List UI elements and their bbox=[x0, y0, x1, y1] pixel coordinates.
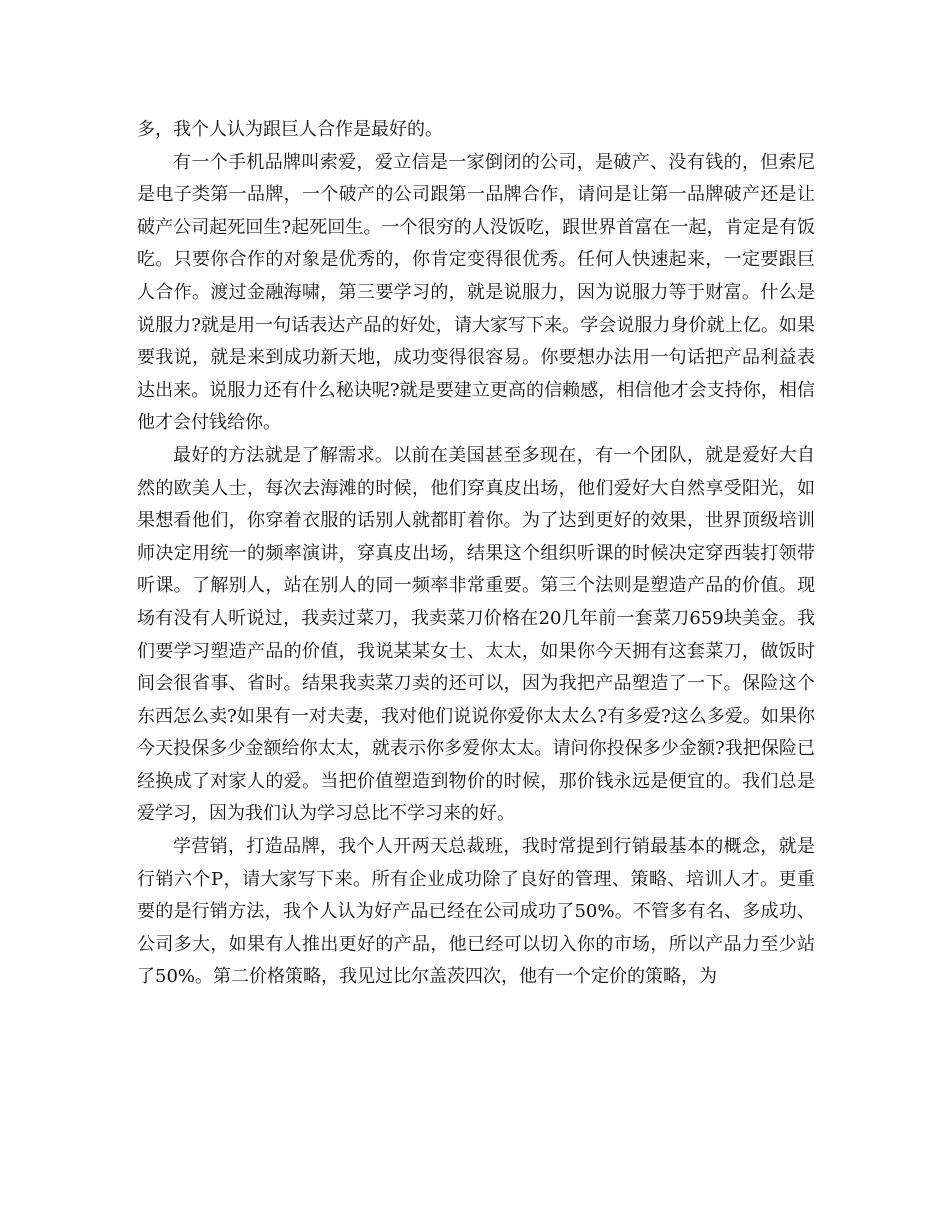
paragraph-3: 最好的方法就是了解需求。以前在美国甚至多现在，有一个团队，就是爱好大自然的欧美人士，每次去海滩的时候，他们穿真皮出场，他们爱好大自然享受阳光，如果想看他们，你穿着衣服的话别人就都盯着你。为了达到更好的效果，世界顶级培训师决定用统一的频率演讲，穿真皮出场，结果这个组织听课的时候决定穿西装打领带听课。了解别人，站在别人的同一频率非常重要。第三个法则是塑造产品的价值。现场有没有人听说过，我卖过菜刀，我卖菜刀价格在20几年前一套菜刀659块美金。我们要学习塑造产品的价值，我说某某女士、太太，如果你今天拥有这套菜刀，做饭时间会很省事、省时。结果我卖菜刀卖的还可以，因为我把产品塑造了一下。保险这个东西怎么卖?如果有一对夫妻，我对他们说说你爱你太太么?有多爱?这么多爱。如果你今天投保多少金额给你太太，就表示你多爱你太太。请问你投保多少金额?我把保险已经换成了对家人的爱。当把价值塑造到物价的时候，那价钱永远是便宜的。我们总是爱学习，因为我们认为学习总比不学习来的好。 bbox=[137, 444, 815, 825]
document-body bbox=[137, 114, 815, 994]
paragraph-4: 学营销，打造品牌，我个人开两天总裁班，我时常提到行销最基本的概念，就是行销六个P，请大家写下来。所有企业成功除了良好的管理、策略、培训人才。更重要的是行销方法，我个人认为好产品已经在公司成功了50%。不管多有名、多成功、公司多大，如果有人推出更好的产品，他已经可以切入你的市场，所以产品力至少站了50%。第二价格策略，我见过比尔盖茨四次，他有一个定价的策略，为 bbox=[137, 836, 815, 988]
paragraph-2: 有一个手机品牌叫索爱，爱立信是一家倒闭的公司，是破产、没有钱的，但索尼是电子类第一品牌，一个破产的公司跟第一品牌合作，请问是让第一品牌破产还是让破产公司起死回生?起死回生。一个很穷的人没饭吃，跟世界首富在一起，肯定是有饭吃。只要你合作的对象是优秀的，你肯定变得很优秀。任何人快速起来，一定要跟巨人合作。渡过金融海啸，第三要学习的，就是说服力，因为说服力等于财富。什么是说服力?就是用一句话表达产品的好处，请大家写下来。学会说服力身价就上亿。如果要我说，就是来到成功新天地，成功变得很容易。你要想办法用一句话把产品利益表达出来。说服力还有什么秘诀呢?就是要建立更高的信赖感，相信他才会支持你，相信他才会付钱给你。 bbox=[137, 151, 815, 434]
paragraph-1: 多，我个人认为跟巨人合作是最好的。 bbox=[137, 119, 443, 140]
